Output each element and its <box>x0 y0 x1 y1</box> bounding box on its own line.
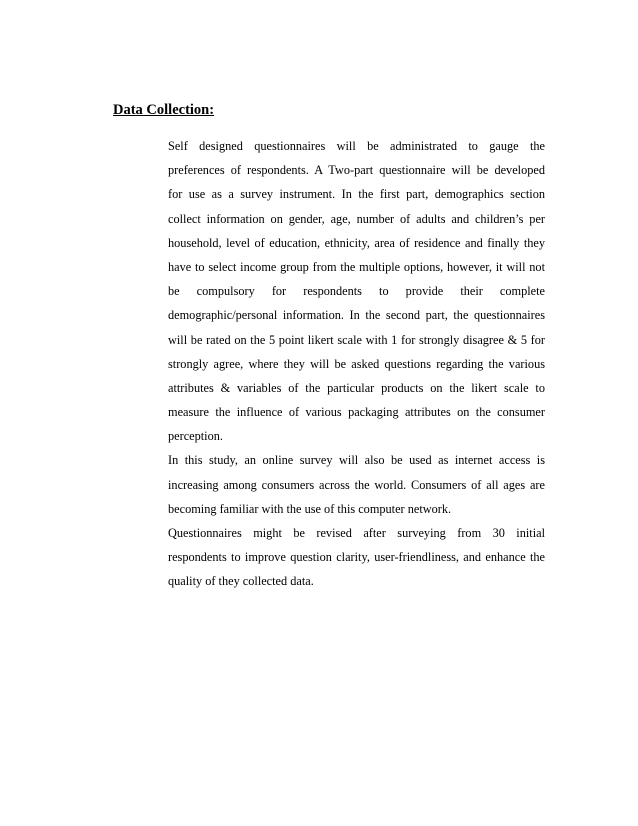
text-line: be compulsory for respondents to provide their complete <box>168 284 545 299</box>
paragraph-revision <box>168 521 545 594</box>
text-line: In this study, an online survey will also be used as internet access is <box>168 453 545 468</box>
text-line: respondents to improve question clarity, user-friendliness, and enhance the <box>168 550 545 565</box>
text-line: Questionnaires might be revised after surveying from 30 initial <box>168 526 545 540</box>
paragraph-online-survey <box>168 448 545 521</box>
text-line: will be rated on the 5 point likert scale with 1 for strongly disagree & 5 for <box>168 332 545 347</box>
text-line: for use as a survey instrument. In the first part, demographics section <box>168 187 545 202</box>
text-line: collect information on gender, age, number of adults and children’s per <box>168 211 545 226</box>
text-line: perception. <box>168 429 223 444</box>
text-line: quality of they collected data. <box>168 574 314 589</box>
body-text <box>168 134 545 594</box>
text-line: household, level of education, ethnicity, area of residence and finally they <box>168 235 545 250</box>
text-line: becoming familiar with the use of this computer network. <box>168 501 452 516</box>
paragraph-methodology <box>168 134 545 448</box>
text-line: demographic/personal information. In the second part, the questionnaires <box>168 308 545 323</box>
text-line: measure the influence of various packaging attributes on the consumer <box>168 405 545 420</box>
text-line: have to select income group from the multiple options, however, it will not <box>168 259 545 274</box>
text-line: strongly agree, where they will be asked questions regarding the various <box>168 356 545 371</box>
text-line: preferences of respondents. A Two-part questionnaire will be developed <box>168 163 545 178</box>
section-heading: Data Collection: <box>113 102 215 118</box>
text-line: increasing among consumers across the world. Consumers of all ages are <box>168 477 545 492</box>
text-line: attributes & variables of the particular products on the likert scale to <box>168 380 545 395</box>
text-line: Self designed questionnaires will be administrated to gauge the <box>168 139 545 153</box>
